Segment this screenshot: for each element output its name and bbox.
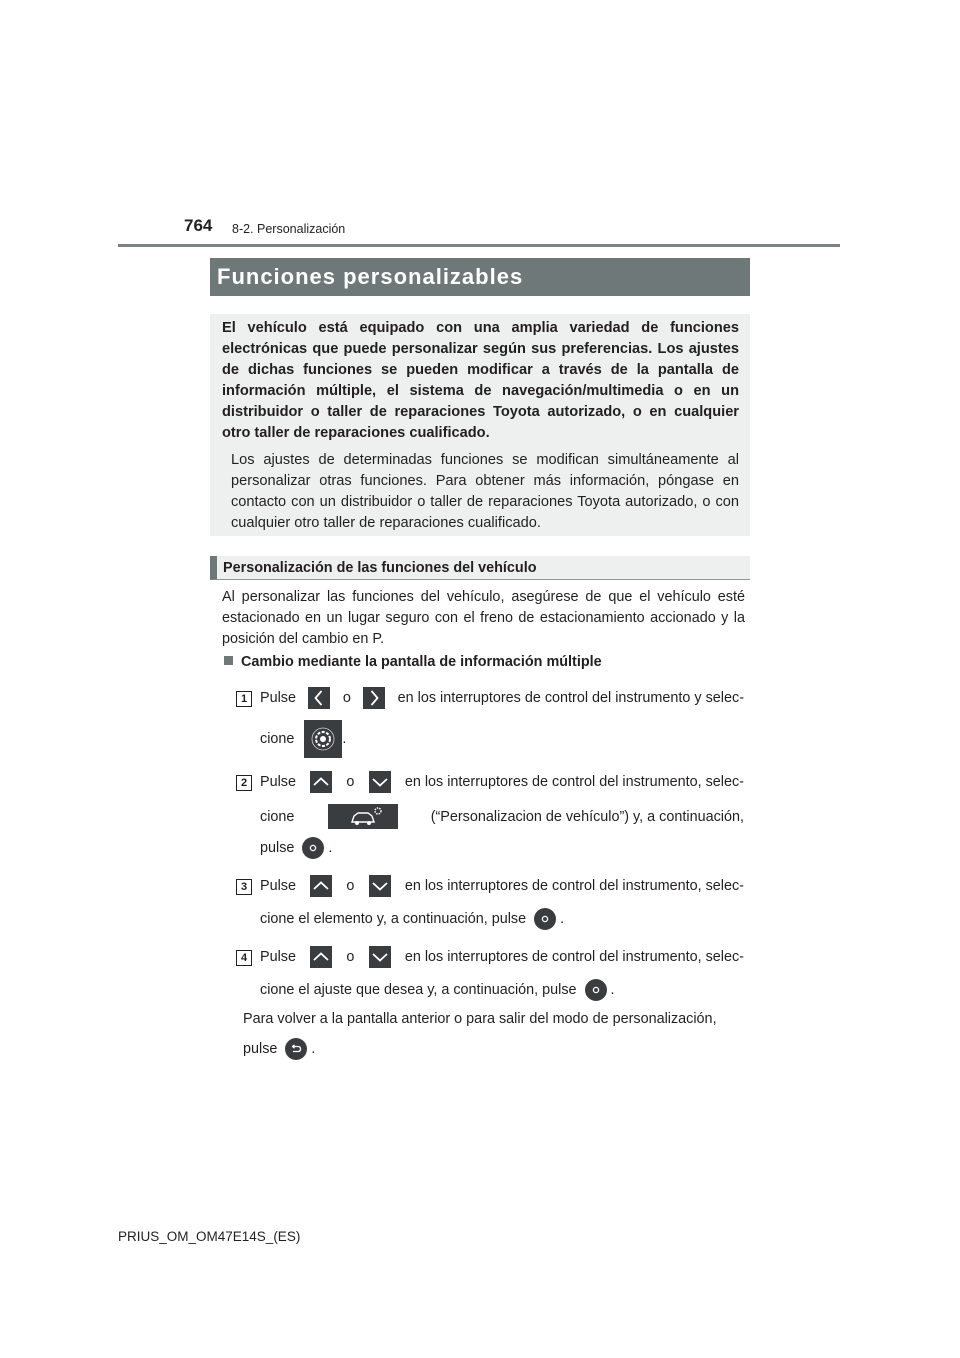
page-number: 764: [184, 216, 213, 235]
step-text: .: [342, 731, 347, 747]
subsection-body: Al personalizar las funciones del vehículo, asegúrese de que el vehículo esté estacionado en un lugar seguro con el freno de estacionamiento accionado y la posición del cambio en P.: [222, 589, 745, 647]
step-text: (“Personalizacion de vehículo”) y, a continuación,: [430, 808, 744, 825]
step-text: Pulse: [260, 949, 296, 965]
intro-box: [210, 314, 750, 536]
ok-button-icon: [534, 908, 556, 930]
step-text: .: [610, 982, 615, 998]
method-title: Cambio mediante la pantalla de información múltiple: [241, 654, 602, 670]
document-code: PRIUS_OM_OM47E14S_(ES): [118, 1229, 301, 1244]
step-text: Pulse: [260, 878, 296, 894]
step-number-1: 1: [236, 691, 252, 707]
chevron-down-icon: [369, 946, 391, 968]
step-text: pulse: [243, 1041, 278, 1057]
step-text: o: [346, 878, 355, 894]
return-note-line-1: Para volver a la pantalla anterior o para salir del modo de personalización,: [243, 1011, 717, 1027]
step-number-2: 2: [236, 775, 252, 791]
step-text: Pulse: [260, 774, 296, 790]
step-text: cione: [260, 808, 295, 825]
step-text: o: [346, 774, 355, 790]
intro-note: Los ajustes de determinadas funciones se modifican simultáneamente al personalizar otras funciones. Para obtener más información, póngase en contacto con un distribuidor o taller de reparaciones Toyota autorizado, o con cualquier otro taller de reparaciones cualificado.: [231, 452, 739, 531]
step-text: o: [342, 690, 351, 706]
step-2-line-2: [260, 804, 744, 829]
chevron-down-icon: [369, 875, 391, 897]
chevron-up-icon: [310, 771, 332, 793]
step-4-line-2: [260, 979, 615, 1001]
step-text: .: [560, 911, 565, 927]
step-text: .: [311, 1041, 316, 1057]
step-3-line-1: [260, 875, 744, 897]
step-1-line-2: [260, 720, 346, 758]
step-text: en los interruptores de control del instrumento, selec-: [404, 774, 744, 790]
chevron-up-icon: [310, 875, 332, 897]
chevron-down-icon: [369, 771, 391, 793]
step-text: o: [346, 949, 355, 965]
step-2-line-3: [260, 837, 332, 859]
section-breadcrumb: 8-2. Personalización: [232, 222, 346, 236]
chevron-up-icon: [310, 946, 332, 968]
step-3-line-2: [260, 908, 564, 930]
step-text: cione el ajuste que desea y, a continuación, pulse: [260, 982, 577, 998]
return-note-line-2: [243, 1038, 315, 1060]
back-button-icon: [285, 1038, 307, 1060]
subsection-title: Personalización de las funciones del vehículo: [210, 556, 750, 580]
ok-button-icon: [302, 837, 324, 859]
intro-summary: El vehículo está equipado con una amplia variedad de funciones electrónicas que puede personalizar según sus preferencias. Los ajustes de dichas funciones se pueden modificar a través de la pantalla de información múltiple, el sistema de navegación/multimedia o en un distribuidor o taller de reparaciones Toyota autorizado, o en cualquier otro taller de reparaciones cualificado.: [222, 320, 739, 441]
step-4-line-1: [260, 946, 744, 968]
settings-gear-icon: [304, 720, 342, 758]
ok-button-icon: [585, 979, 607, 1001]
method-heading: [224, 654, 602, 670]
step-text: Pulse: [260, 690, 296, 706]
step-number-4: 4: [236, 950, 252, 966]
step-text: en los interruptores de control del instrumento, selec-: [404, 949, 744, 965]
step-text: cione: [260, 731, 295, 747]
header-divider: [118, 244, 840, 247]
step-1-line-1: [260, 687, 744, 709]
step-text: pulse: [260, 840, 295, 856]
chevron-left-icon: [308, 687, 330, 709]
vehicle-settings-icon: [328, 804, 398, 829]
page-title: Funciones personalizables: [210, 258, 750, 296]
step-text: cione el elemento y, a continuación, pulse: [260, 911, 527, 927]
step-text: en los interruptores de control del instrumento y selec-: [397, 690, 744, 706]
chevron-right-icon: [363, 687, 385, 709]
step-2-line-1: [260, 771, 744, 793]
step-text: en los interruptores de control del instrumento, selec-: [404, 878, 744, 894]
step-number-3: 3: [236, 879, 252, 895]
step-text: .: [328, 840, 333, 856]
square-bullet-icon: [224, 656, 233, 665]
